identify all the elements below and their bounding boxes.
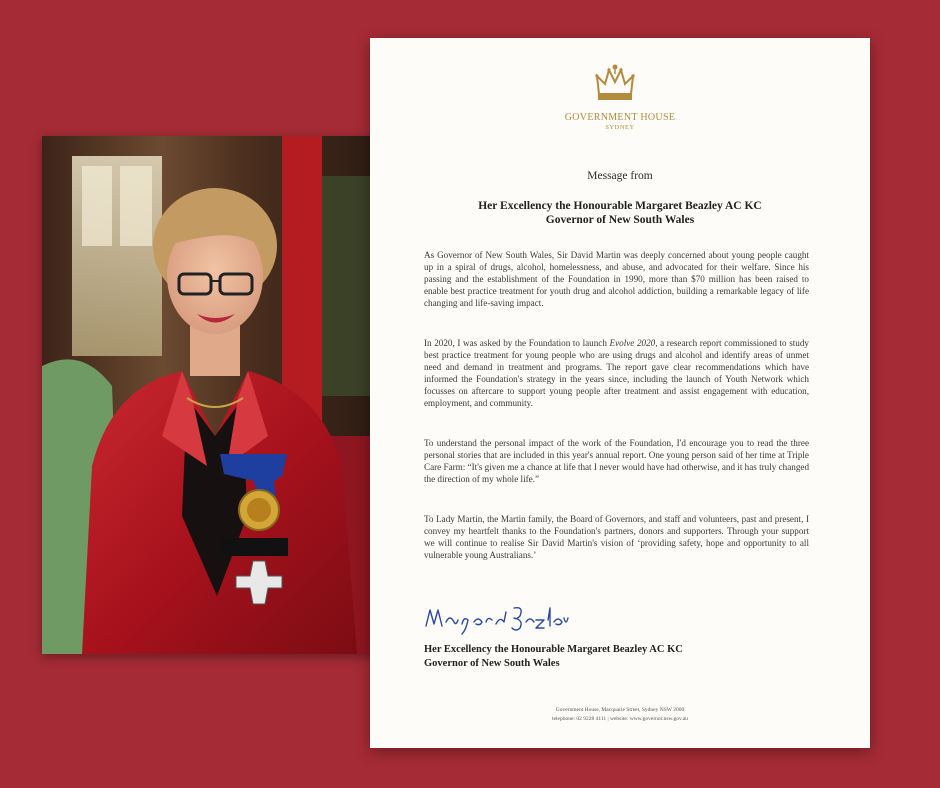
governor-portrait-photo: [42, 136, 388, 654]
portrait-illustration: [42, 136, 388, 654]
crown-crest-icon: [594, 62, 636, 104]
letter-paragraph: To Lady Martin, the Martin family, the Board of Governors, and staff and volunteers, past and present, I convey my heartfelt thanks to the Foundation's partners, donors and supporters. Through your support we will continue to realise Sir David Martin's vision of ‘providing safety, hope and opportunity to all vulnerable young Australians.’: [424, 514, 809, 560]
signatory-name: Her Excellency the Honourable Margaret Beazley AC KC: [424, 644, 683, 655]
letterhead-location: SYDNEY: [605, 124, 635, 131]
letter-paragraph: To understand the personal impact of the work of the Foundation, I'd encourage you to read the three personal stories that are included in this year's annual report. One young person said of her time at Triple Care Farm: “It's given me a chance at life that I never would have had otherwise, and it has truly changed the direction of my whole life.”: [424, 438, 810, 484]
letterhead-org: GOVERNMENT HOUSE: [564, 112, 676, 123]
letter-paragraph: In 2020, I was asked by the Foundation to launch Evolve 2020, a research report commissioned to study best practice treatment for young people who are using drugs and alcohol and identify areas of unmet need and demand in treatment and programs. The report gave clear recommendations which have informed the Foundation's strategy in the years since, including the launch of Youth Network which focusses on aftercare to support young people after treatment and assist engagement with education, employment, and community.: [424, 338, 809, 408]
header-governor-title: Governor of New South Wales: [545, 214, 695, 226]
header-governor-name: Her Excellency the Honourable Margaret Beazley AC KC: [478, 200, 762, 212]
address-line: Government House, Macquarie Street, Sydney NSW 2000: [555, 707, 685, 713]
handwritten-signature: [420, 600, 570, 640]
signatory-title: Governor of New South Wales: [424, 658, 560, 669]
message-from-label: Message from: [587, 170, 653, 182]
contact-line: telephone: 02 9228 4111 | website: www.governor.nsw.gov.au: [552, 716, 688, 722]
report-title: Evolve 2020: [609, 338, 656, 348]
letter-paragraph: As Governor of New South Wales, Sir David Martin was deeply concerned about young people caught up in a spiral of drugs, alcohol, homelessness, and abuse, and advocated for their welfare. Since his passing and the establishment of the Foundation in 1990, more than $70 million has been raised to enable best practice treatment for youth drug and alcohol addiction, building a remarkable legacy of life changing and life-saving impact.: [424, 250, 809, 308]
governor-letter: [370, 38, 870, 748]
